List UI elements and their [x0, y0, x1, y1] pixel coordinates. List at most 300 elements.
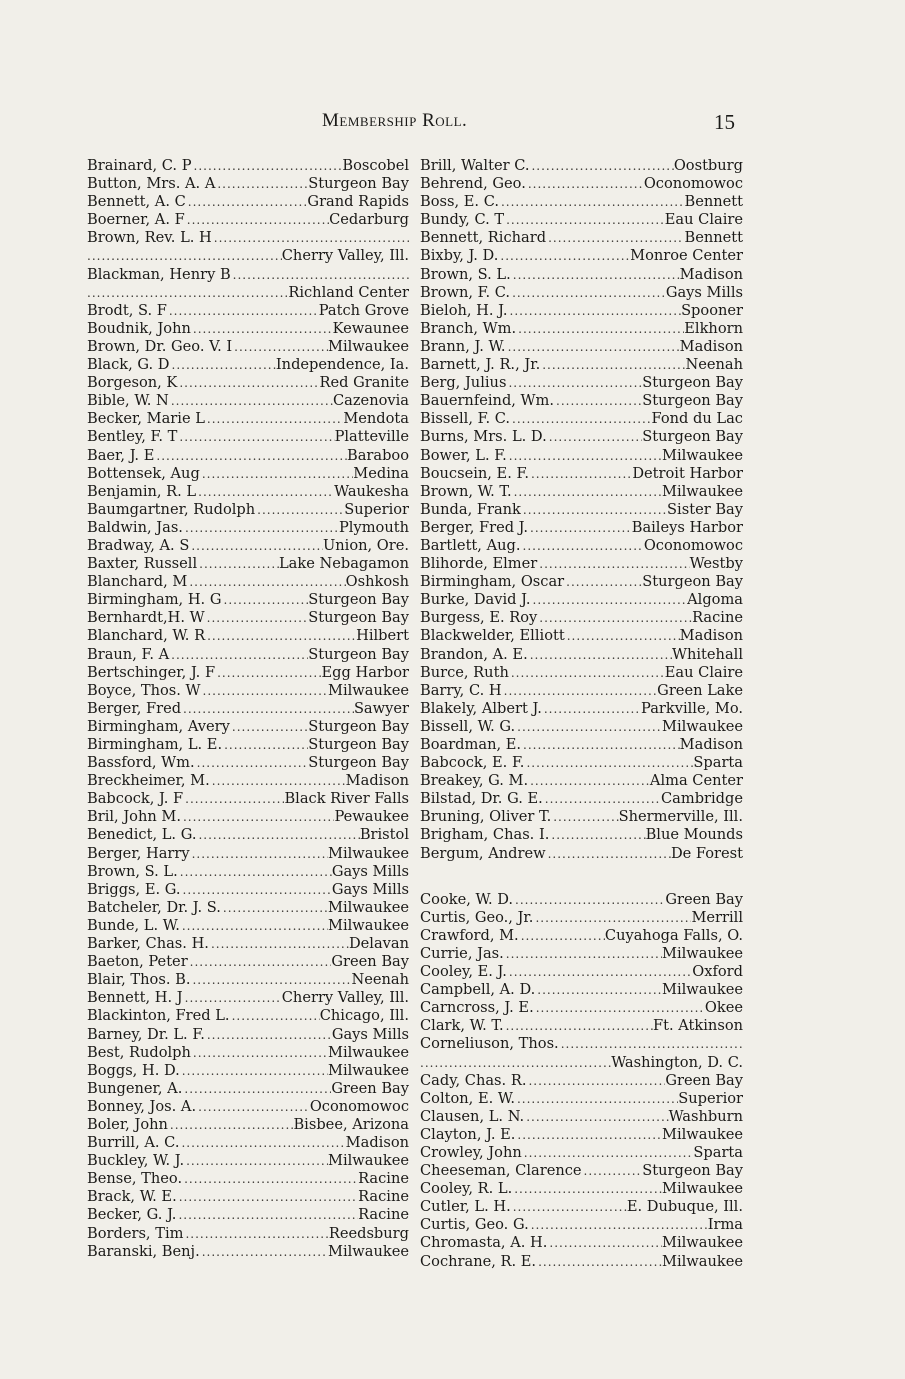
member-location: Patch Grove — [318, 301, 409, 319]
member-entry — [87, 1116, 409, 1134]
dot-leader — [196, 483, 334, 501]
dot-leader — [205, 410, 343, 428]
member-location: Sturgeon Bay — [308, 736, 409, 753]
member-entry — [87, 573, 409, 591]
member-entry — [87, 899, 409, 917]
member-name: Branch, Wm. — [420, 319, 517, 337]
member-entry — [87, 989, 409, 1007]
member-location: Waukesha — [334, 482, 409, 500]
member-entry — [87, 754, 409, 772]
member-location: Madison — [679, 627, 743, 645]
dot-leader — [196, 1098, 310, 1116]
dot-leader — [506, 374, 642, 392]
member-name: Burce, Ruth — [420, 663, 509, 681]
page-number: 15 — [714, 110, 735, 134]
member-name: Bungener, A. — [87, 1079, 183, 1097]
dot-leader — [547, 428, 643, 446]
member-entry — [87, 700, 409, 718]
member-location: Milwaukee — [328, 844, 409, 862]
dot-leader — [230, 718, 308, 736]
member-entry — [87, 845, 409, 863]
member-location: Sturgeon Bay — [308, 175, 409, 193]
member-location: Neenah — [351, 971, 409, 989]
dot-leader — [507, 447, 662, 465]
member-location: Washburn — [668, 1107, 743, 1125]
member-name: Currie, Jas. — [420, 944, 504, 962]
member-entry — [87, 1206, 409, 1224]
member-name: Bartlett, Aug. — [420, 536, 521, 554]
dot-leader — [546, 229, 684, 247]
member-name: Bottensek, Aug — [87, 464, 200, 482]
dot-leader — [498, 247, 630, 265]
member-name: Boss, E. C. — [420, 193, 499, 211]
member-entry — [420, 537, 743, 555]
member-name: Bunde, L. W. — [87, 916, 180, 934]
dot-leader — [182, 1080, 331, 1098]
member-location: Eau Claire — [664, 211, 743, 229]
member-location: Superior — [678, 1089, 743, 1107]
member-name: Brown, Rev. L. H — [87, 229, 212, 247]
member-entry — [420, 1198, 743, 1216]
member-location: Milwaukee — [328, 1043, 409, 1061]
member-name: Boardman, E. — [420, 736, 522, 753]
member-location: Gays Mills — [331, 1025, 409, 1043]
dot-leader — [499, 193, 684, 211]
member-name: Buckley, W. J. — [87, 1152, 185, 1170]
member-name: Crowley, John — [420, 1143, 522, 1161]
member-entry — [420, 483, 743, 501]
member-entry — [87, 229, 409, 247]
dot-leader — [179, 1134, 345, 1152]
dot-leader — [200, 1243, 328, 1261]
member-location: Hilbert — [356, 627, 409, 645]
member-entry — [420, 465, 743, 483]
member-entry — [420, 945, 743, 963]
member-entry — [420, 1054, 743, 1072]
member-entry — [420, 320, 743, 338]
member-entry — [87, 465, 409, 483]
member-name: Boggs, H. D. — [87, 1061, 180, 1079]
member-entry — [87, 881, 409, 899]
dot-leader — [521, 501, 667, 519]
member-name: Boucsein, E. F. — [420, 464, 529, 482]
member-location: Milwaukee — [662, 446, 743, 464]
dot-leader — [222, 591, 309, 609]
member-location: Green Bay — [331, 953, 409, 971]
member-name: Clayton, J. E. — [420, 1125, 516, 1143]
member-name: Barney, Dr. L. F. — [87, 1025, 205, 1043]
dot-leader — [168, 1116, 294, 1134]
member-name: Cooke, W. D. — [420, 890, 514, 908]
member-name: Brainard, C. P — [87, 157, 192, 174]
dot-leader — [526, 175, 644, 193]
member-location: Gays Mills — [331, 862, 409, 880]
member-location: Medina — [353, 464, 409, 482]
member-name: Borders, Tim — [87, 1224, 184, 1242]
member-entry — [87, 247, 409, 265]
member-name: Boudnik, John — [87, 319, 191, 337]
dot-leader — [186, 193, 308, 211]
dot-leader — [537, 555, 689, 573]
member-name: Black, G. D — [87, 356, 170, 374]
member-name: Bernhardt,H. W — [87, 609, 205, 627]
member-entry — [420, 356, 743, 374]
member-entry — [420, 845, 743, 863]
member-name: Button, Mrs. A. A — [87, 175, 216, 193]
dot-leader — [521, 537, 644, 555]
member-entry — [420, 211, 743, 229]
dot-leader — [170, 356, 276, 374]
member-location: Green Bay — [665, 890, 743, 908]
member-location: Oshkosh — [345, 573, 409, 591]
dot-leader — [529, 1216, 708, 1234]
member-name: Baxter, Russell — [87, 555, 198, 573]
dot-leader — [195, 754, 309, 772]
member-location: Milwaukee — [328, 916, 409, 934]
dot-leader — [87, 247, 282, 265]
member-name: Bieloh, H. J. — [420, 301, 508, 319]
member-location: Sturgeon Bay — [642, 1162, 743, 1180]
member-entry — [420, 664, 743, 682]
member-name: Berger, Fred — [87, 699, 182, 717]
member-location: Milwaukee — [662, 1125, 743, 1143]
dot-leader — [521, 736, 680, 754]
member-name: Birmingham, H. G — [87, 591, 222, 609]
member-entry — [420, 229, 743, 247]
dot-leader — [559, 1035, 743, 1053]
member-location: Baileys Harbor — [631, 518, 743, 536]
member-location: Detroit Harbor — [632, 464, 743, 482]
member-location: Sparta — [693, 1143, 743, 1161]
member-name: Crawford, M. — [420, 926, 519, 944]
member-name: Blackinton, Fred L. — [87, 1007, 230, 1025]
member-location: Milwaukee — [662, 482, 743, 500]
dot-leader — [188, 953, 332, 971]
member-location: Westby — [689, 555, 743, 573]
member-name: Brann, J. W. — [420, 337, 506, 355]
dot-leader — [509, 664, 665, 682]
member-entry — [420, 754, 743, 772]
member-location: Green Lake — [657, 681, 743, 699]
dot-leader — [196, 826, 359, 844]
member-entry — [420, 646, 743, 664]
member-name: Bertschinger, J. F — [87, 663, 216, 681]
member-name: Carncross, J. E. — [420, 999, 534, 1017]
member-name: Babcock, E. F. — [420, 754, 525, 772]
member-name: Borgeson, K — [87, 374, 178, 392]
section-gap — [420, 863, 743, 891]
member-name: Benedict, L. G. — [87, 826, 197, 844]
member-location: Parkville, Mo. — [641, 699, 743, 717]
member-entry — [87, 175, 409, 193]
member-location: Shermerville, Ill. — [618, 808, 743, 826]
member-name: Berg, Julius — [420, 374, 507, 392]
member-location: Baraboo — [346, 446, 409, 464]
member-entry — [420, 519, 743, 537]
member-entry — [87, 1134, 409, 1152]
member-location: Sturgeon Bay — [642, 392, 743, 410]
dot-leader — [519, 927, 605, 945]
member-entry — [87, 736, 409, 754]
member-name: Cooley, E. J. — [420, 963, 507, 981]
member-entry — [87, 1098, 409, 1116]
dot-leader — [177, 428, 334, 446]
member-name: Bissell, F. C. — [420, 410, 511, 428]
dot-leader — [533, 909, 691, 927]
member-name: Brandon, A. E. — [420, 645, 528, 663]
member-name: Behrend, Geo. — [420, 175, 526, 193]
member-location: Okee — [704, 999, 743, 1017]
member-name: Bilstad, Dr. G. E. — [420, 790, 543, 808]
member-entry — [420, 1234, 743, 1252]
dot-leader — [546, 845, 671, 863]
member-location: Delavan — [348, 935, 409, 953]
member-location: Milwaukee — [328, 1152, 409, 1170]
member-name: Boerner, A. F — [87, 211, 185, 229]
dot-leader — [516, 320, 684, 338]
member-name: Brown, F. C. — [420, 283, 511, 301]
dot-leader — [178, 863, 332, 881]
member-name: Bauernfeind, Wm. — [420, 392, 555, 410]
dot-leader — [512, 1180, 662, 1198]
dot-leader — [231, 266, 409, 284]
member-location: Green Bay — [331, 1079, 409, 1097]
member-location: Spooner — [681, 301, 743, 319]
member-entry — [87, 953, 409, 971]
member-entry — [87, 392, 409, 410]
member-location: Bennett — [684, 193, 743, 211]
member-location: Madison — [679, 337, 743, 355]
member-name: Cady, Chas. R. — [420, 1071, 527, 1089]
member-entry — [420, 927, 743, 945]
member-entry — [420, 772, 743, 790]
dot-leader — [515, 718, 662, 736]
member-location: Platteville — [334, 428, 409, 446]
member-entry — [87, 863, 409, 881]
member-entry — [420, 284, 743, 302]
member-entry — [420, 963, 743, 981]
member-location: Monroe Center — [630, 247, 743, 265]
dot-leader — [221, 899, 328, 917]
dot-leader — [513, 891, 665, 909]
member-location: Gays Mills — [331, 880, 409, 898]
member-entry — [420, 266, 743, 284]
dot-leader — [506, 338, 680, 356]
member-name: Blakely, Albert J. — [420, 699, 542, 717]
member-entry — [87, 501, 409, 519]
member-location: Sturgeon Bay — [308, 754, 409, 772]
member-name: Clausen, L. N. — [420, 1107, 525, 1125]
dot-leader — [181, 881, 332, 899]
member-name: Bible, W. N — [87, 392, 169, 410]
member-entry — [87, 1170, 409, 1188]
member-name: Burrill, A. C. — [87, 1134, 180, 1152]
dot-leader — [534, 999, 705, 1017]
dot-leader — [182, 1170, 358, 1188]
member-name: Bradway, A. S — [87, 536, 190, 554]
member-entry — [420, 501, 743, 519]
member-entry — [420, 826, 743, 844]
member-entry — [420, 1162, 743, 1180]
dot-leader — [192, 157, 343, 175]
member-name: Barnett, J. R., Jr. — [420, 356, 541, 374]
member-name: Berger, Harry — [87, 844, 190, 862]
member-name: Bixby, J. D. — [420, 247, 499, 265]
dot-leader — [537, 609, 692, 627]
member-name: Baranski, Benj. — [87, 1242, 200, 1260]
member-name: Brown, W. T. — [420, 482, 512, 500]
member-entry — [87, 1026, 409, 1044]
dot-leader — [184, 1152, 328, 1170]
dot-leader — [180, 1062, 328, 1080]
member-location: Milwaukee — [662, 981, 743, 999]
member-entry — [420, 718, 743, 736]
member-location: Bisbee, Arizona — [293, 1115, 409, 1133]
member-location: Madison — [345, 1134, 409, 1152]
member-name: Birmingham, Oscar — [420, 573, 565, 591]
member-name: Barker, Chas. H. — [87, 935, 209, 953]
member-location: Irma — [707, 1216, 743, 1234]
member-entry — [420, 428, 743, 446]
dot-leader — [215, 664, 321, 682]
member-location: Richland Center — [288, 283, 409, 301]
member-name: Burns, Mrs. L. D. — [420, 428, 547, 446]
member-location: Oostburg — [673, 157, 743, 174]
member-entry — [87, 428, 409, 446]
dot-leader — [535, 981, 662, 999]
dot-leader — [181, 808, 335, 826]
member-location: Madison — [679, 736, 743, 753]
member-name: Brown, Dr. Geo. V. I — [87, 337, 233, 355]
dot-leader — [205, 609, 309, 627]
member-entry — [87, 211, 409, 229]
member-name: Baer, J. E — [87, 446, 155, 464]
page-header — [0, 110, 905, 136]
member-name: Brill, Walter C. — [420, 157, 530, 174]
dot-leader — [529, 157, 673, 175]
dot-leader — [510, 410, 652, 428]
member-entry — [420, 1108, 743, 1126]
member-entry — [420, 1090, 743, 1108]
member-name: Bunda, Frank — [420, 500, 521, 518]
member-name: Curtis, Geo., Jr. — [420, 908, 534, 926]
member-location: Racine — [358, 1188, 409, 1206]
member-name: Bissell, W. G. — [420, 717, 516, 735]
dot-leader — [189, 537, 323, 555]
member-location: Neenah — [685, 356, 743, 374]
member-location: Reedsburg — [328, 1224, 409, 1242]
member-name: Batcheler, Dr. J. S. — [87, 898, 221, 916]
member-entry — [87, 627, 409, 645]
dot-leader — [522, 1144, 694, 1162]
member-name: Boyce, Thos. W — [87, 681, 201, 699]
dot-leader — [183, 989, 282, 1007]
member-location: Milwaukee — [662, 944, 743, 962]
member-location: Black River Falls — [284, 790, 409, 808]
dot-leader — [515, 1090, 678, 1108]
member-location: Racine — [358, 1170, 409, 1188]
member-location: Cuyahoga Falls, O. — [604, 926, 743, 944]
member-entry — [420, 627, 743, 645]
member-name: Blackwelder, Elliott — [420, 627, 565, 645]
member-entry — [87, 935, 409, 953]
member-entry — [420, 338, 743, 356]
dot-leader — [554, 392, 642, 410]
member-location: Madison — [345, 772, 409, 790]
member-location: Sturgeon Bay — [308, 609, 409, 627]
member-name: Brown, S. L. — [87, 862, 178, 880]
member-entry — [87, 790, 409, 808]
member-location: Blue Mounds — [645, 826, 743, 844]
member-entry — [87, 591, 409, 609]
member-entry — [420, 790, 743, 808]
member-location: E. Dubuque, Ill. — [626, 1198, 743, 1216]
dot-leader — [201, 682, 328, 700]
dot-leader — [177, 374, 319, 392]
member-location: Sister Bay — [667, 500, 743, 518]
member-location: Racine — [692, 609, 743, 627]
dot-leader — [565, 627, 680, 645]
dot-leader — [191, 1044, 328, 1062]
member-location: Green Bay — [665, 1071, 743, 1089]
member-location: Oconomowoc — [309, 1097, 409, 1115]
dot-leader — [515, 1126, 662, 1144]
dot-leader — [564, 573, 642, 591]
member-name: Becker, G. J. — [87, 1206, 177, 1224]
member-location: Eau Claire — [664, 663, 743, 681]
member-entry — [420, 609, 743, 627]
member-name: Bril, John M. — [87, 808, 181, 826]
member-entry — [420, 1253, 743, 1271]
member-location: Sparta — [693, 754, 743, 772]
dot-leader — [185, 211, 329, 229]
dot-leader — [177, 1188, 358, 1206]
member-name: Curtis, Geo. G. — [420, 1216, 529, 1234]
member-entry — [87, 374, 409, 392]
dot-leader — [507, 963, 692, 981]
member-name: Clark, W. T. — [420, 1017, 504, 1035]
dot-leader — [205, 1026, 332, 1044]
member-location: Milwaukee — [328, 337, 409, 355]
member-location: Bennett — [684, 229, 743, 247]
member-name: Breakey, G. M. — [420, 772, 529, 790]
member-location: Whitehall — [671, 645, 743, 663]
dot-leader — [197, 555, 279, 573]
member-name: Cutler, L. H. — [420, 1198, 511, 1216]
member-entry — [420, 1035, 743, 1053]
member-location: Superior — [344, 500, 409, 518]
dot-leader — [169, 392, 333, 410]
member-name: Briggs, E. G. — [87, 880, 181, 898]
running-title: Membership Roll. — [322, 110, 468, 131]
member-location: Union, Ore. — [322, 536, 409, 554]
member-location: Oconomowoc — [643, 536, 743, 554]
member-name: Brodt, S. F — [87, 301, 167, 319]
dot-leader — [420, 1054, 611, 1072]
member-location: Mendota — [343, 410, 409, 428]
dot-leader — [222, 736, 308, 754]
member-entry — [87, 266, 409, 284]
member-location: De Forest — [670, 844, 743, 862]
dot-leader — [524, 1108, 668, 1126]
dot-leader — [542, 700, 641, 718]
member-entry — [87, 519, 409, 537]
member-name: Brack, W. E. — [87, 1188, 177, 1206]
member-location: Sawyer — [353, 699, 409, 717]
member-entry — [87, 410, 409, 428]
member-entry — [87, 1243, 409, 1261]
member-name: Colton, E. W. — [420, 1089, 515, 1107]
